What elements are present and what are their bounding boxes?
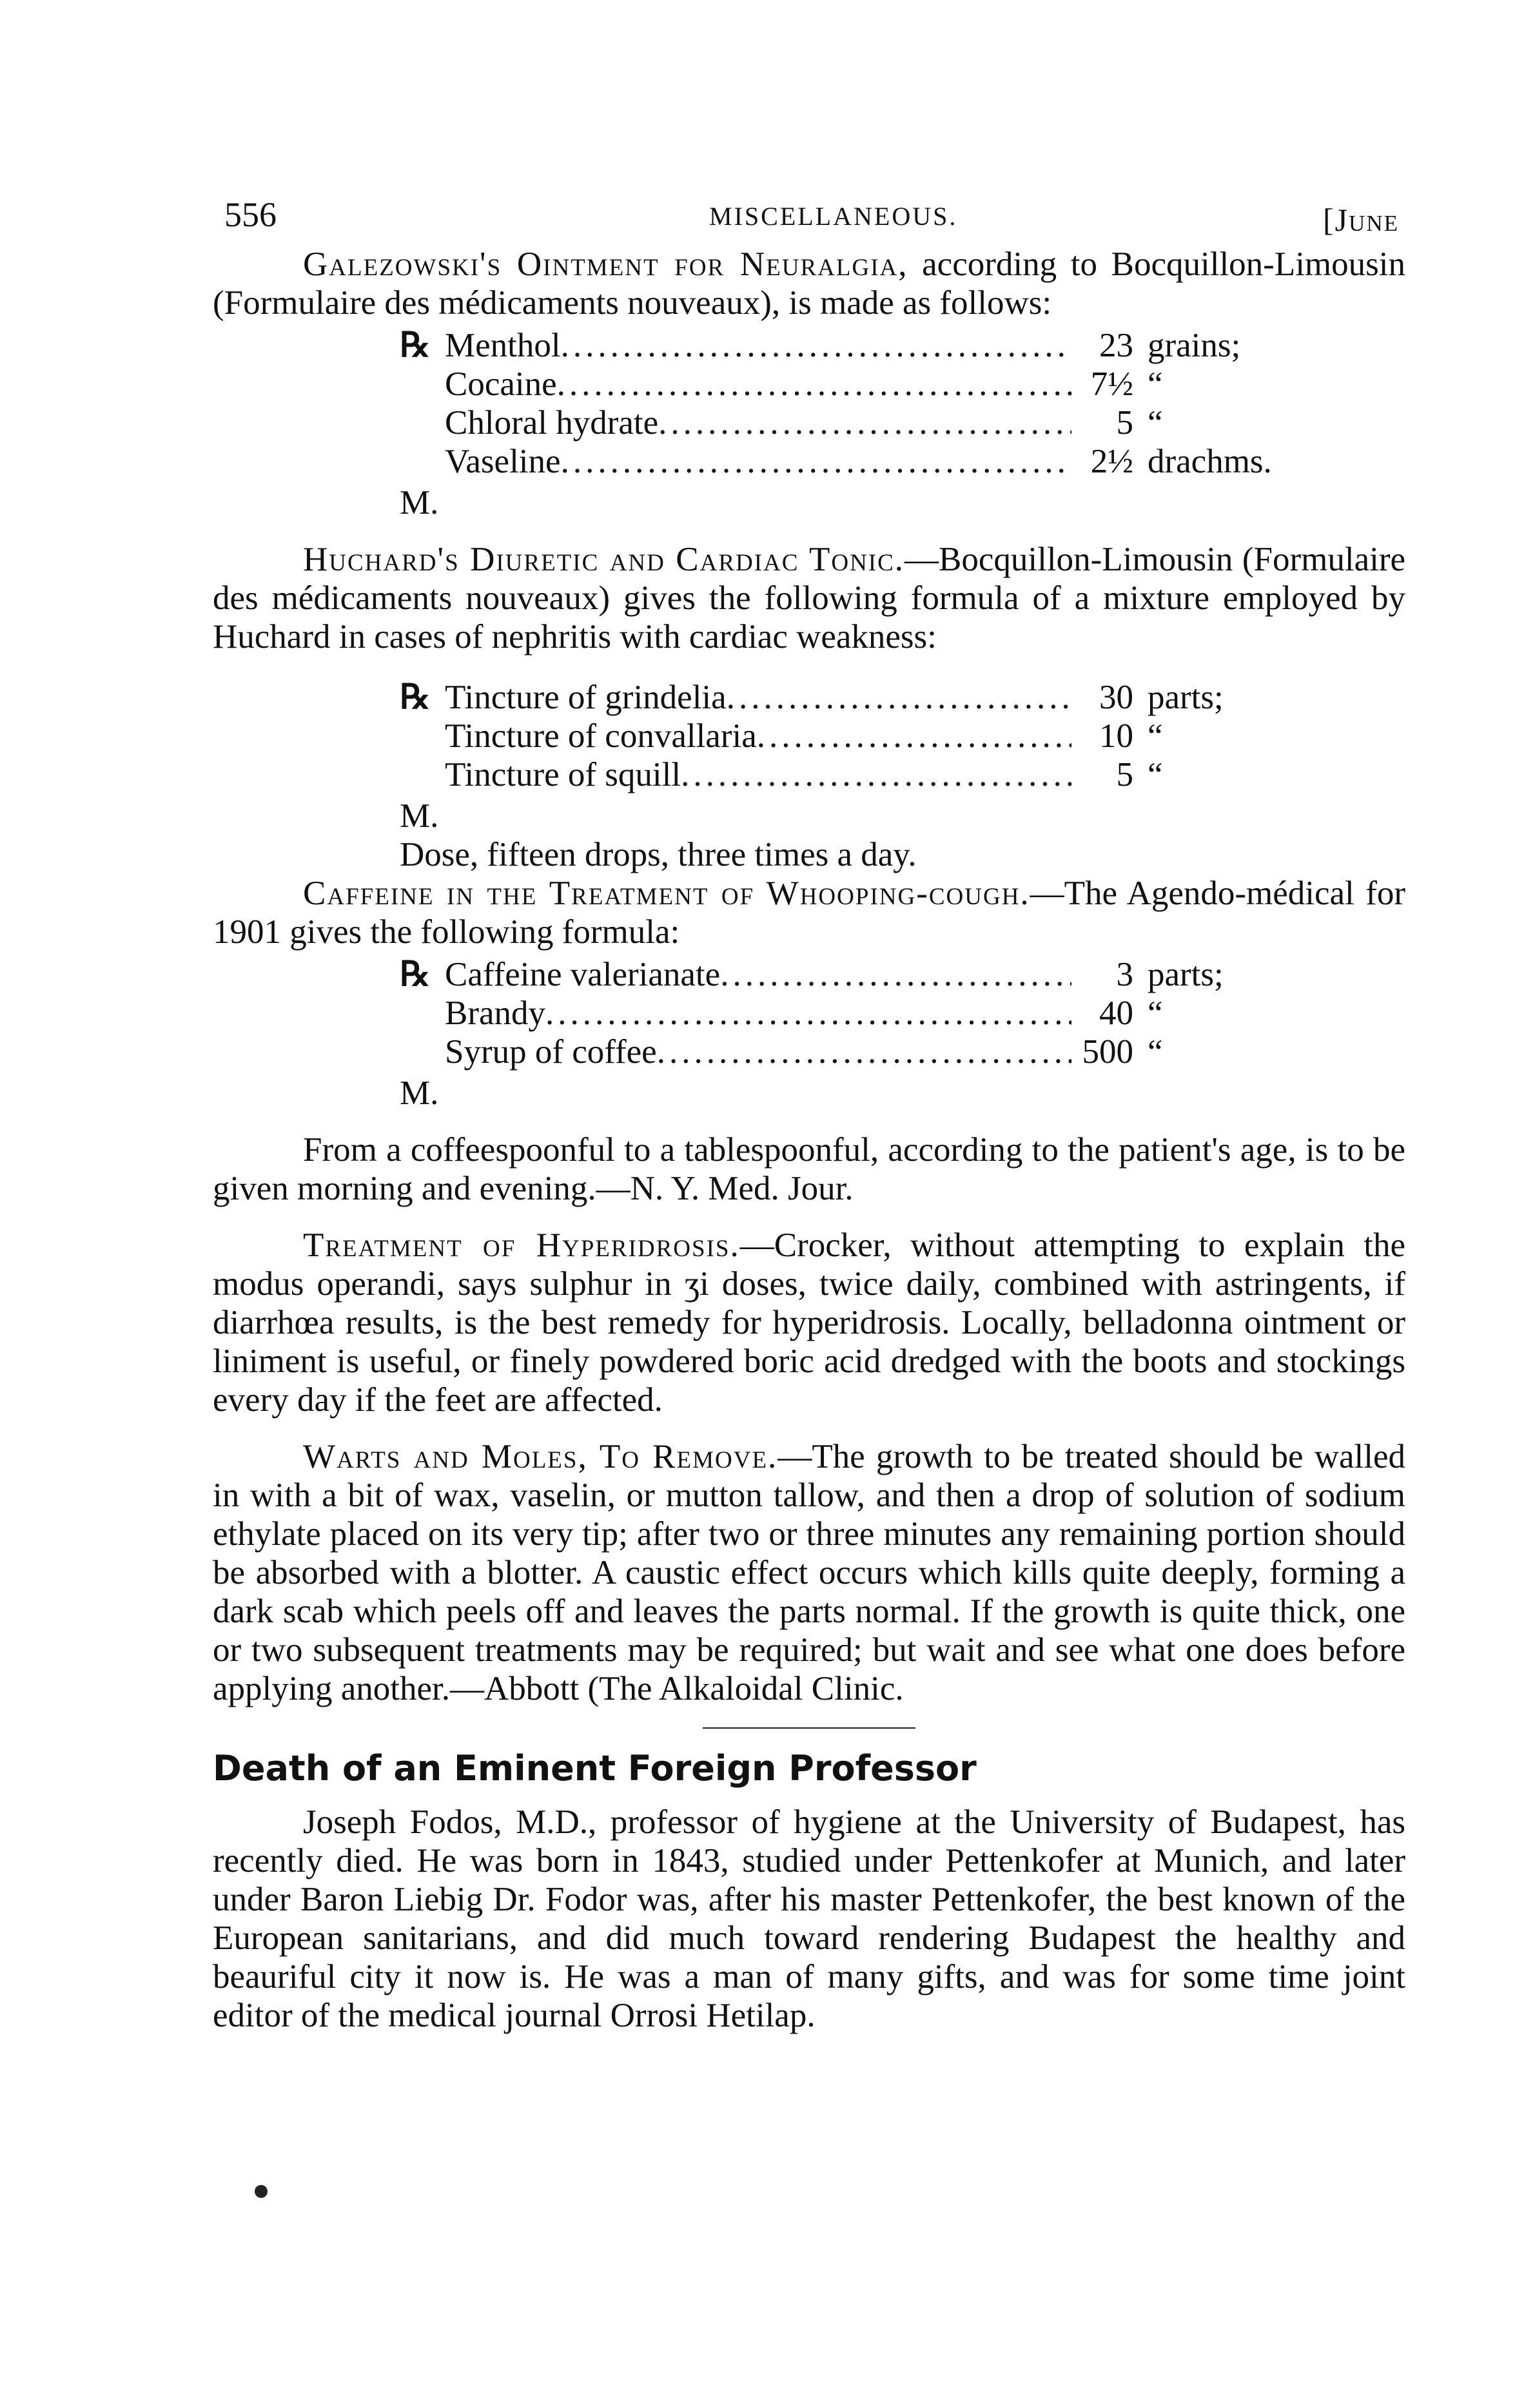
rx-row — [213, 955, 1405, 994]
rx-leader-dots — [757, 717, 1071, 755]
rx-quantity: 30 — [1099, 679, 1133, 716]
page-header — [213, 193, 1405, 245]
rx-quantity: 5 — [1116, 404, 1133, 442]
rx-unit: “ — [1148, 404, 1163, 442]
warts-title: Warts and Moles, To Remove. — [303, 1438, 778, 1475]
rx-row — [213, 403, 1405, 442]
rx-unit: “ — [1148, 365, 1163, 403]
ink-mark — [255, 2185, 268, 2198]
rx-ingredient: Tincture of convallaria — [445, 717, 757, 755]
rx-symbol: ℞ — [400, 956, 431, 993]
huchard-body: —Bocquillon-Limousin (Formulaire des médicaments nouveaux) gives the following formula of a mixture employed by Huchard in cases of nephritis with cardiac weakness: — [213, 541, 1406, 655]
rx-quantity: 3 — [1116, 956, 1133, 993]
rx-ingredient: Brandy — [445, 995, 546, 1032]
huchard-misce: M. — [400, 797, 439, 835]
rx-row — [213, 1033, 1405, 1071]
galezowski-misce: M. — [400, 484, 439, 521]
warts-paragraph — [213, 1437, 1405, 1708]
huchard-prescription — [213, 678, 1405, 794]
rx-quantity: 40 — [1099, 995, 1133, 1032]
caffeine-body: —The Agendo-médical for 1901 gives the following formula: — [213, 875, 1406, 951]
rx-leader-dots — [561, 326, 1071, 365]
rx-ingredient: Tincture of grindelia — [445, 679, 727, 716]
rx-unit: grains; — [1148, 327, 1241, 364]
issue-month: [June — [1322, 202, 1399, 238]
galezowski-prescription — [213, 326, 1405, 481]
rx-ingredient: Cocaine — [445, 365, 557, 403]
rx-unit: “ — [1148, 717, 1163, 755]
death-notice-heading: Death of an Eminent Foreign Professor — [213, 1748, 977, 1789]
rx-unit: drachms. — [1148, 443, 1272, 480]
rx-leader-dots — [545, 994, 1071, 1033]
warts-body: —The growth to be treated should be walled in with a bit of wax, vaselin, or mutton tallow, and then a drop of solution of sodium ethylate placed on its very tip; after two or three minutes any remaining portion should be absorbed with a blotter. A caustic effect occurs which kills quite deeply, forming a dark scab which peels off and leaves the parts normal. If the growth is quite thick, one or two subsequent treatments may be required; but wait and see what one does before applying another.—Abbott (The Alkaloidal Clinic. — [213, 1438, 1405, 1707]
rx-row — [213, 326, 1405, 365]
rx-row — [213, 994, 1405, 1033]
journal-page — [213, 193, 1405, 2035]
rx-row — [213, 365, 1405, 403]
huchard-paragraph — [213, 540, 1405, 656]
rx-quantity: 2½ — [1090, 443, 1133, 480]
rx-unit: parts; — [1148, 679, 1224, 716]
galezowski-title: Galezowski's Ointment for Neuralgia, — [303, 246, 908, 283]
huchard-title: Huchard's Diuretic and Cardiac Tonic. — [303, 541, 905, 578]
rx-unit: parts; — [1148, 956, 1224, 993]
galezowski-paragraph — [213, 245, 1405, 322]
rx-leader-dots — [681, 755, 1071, 794]
rx-quantity: 500 — [1082, 1033, 1133, 1071]
rx-symbol: ℞ — [400, 679, 431, 716]
rx-ingredient: Vaseline — [445, 443, 561, 480]
huchard-dose: Dose, fifteen drops, three times a day. — [400, 836, 917, 873]
rx-symbol: ℞ — [400, 327, 431, 364]
rx-leader-dots — [657, 1033, 1071, 1071]
rx-leader-dots — [561, 442, 1071, 481]
rx-row — [213, 755, 1405, 794]
rx-leader-dots — [557, 365, 1071, 403]
rx-leader-dots — [727, 678, 1071, 717]
hyperidrosis-body: —Crocker, without attempting to explain the modus operandi, says sulphur in ʒi doses, twice daily, combined with astringents, if diarrhœa results, is the best remedy for hyperidrosis. Locally, belladonna ointment or liniment is useful, or finely powdered boric acid dredged with the boots and stockings every day if the feet are affected. — [213, 1227, 1406, 1419]
hyperidrosis-title: Treatment of Hyperidrosis. — [303, 1227, 740, 1264]
rx-row — [213, 717, 1405, 755]
hyperidrosis-paragraph — [213, 1226, 1405, 1419]
rx-unit: “ — [1148, 1033, 1163, 1071]
rx-leader-dots — [720, 955, 1071, 994]
section-divider — [703, 1727, 915, 1729]
rx-ingredient: Menthol — [445, 327, 561, 364]
caffeine-misce: M. — [400, 1074, 439, 1112]
caffeine-title: Caffeine in the Treatment of Whooping-cough. — [303, 875, 1030, 912]
running-title: MISCELLANEOUS. — [709, 202, 958, 231]
rx-ingredient: Syrup of coffee — [445, 1033, 657, 1071]
rx-quantity: 23 — [1099, 327, 1133, 364]
rx-row — [213, 678, 1405, 717]
caffeine-paragraph — [213, 874, 1405, 951]
rx-leader-dots — [658, 403, 1071, 442]
rx-ingredient: Tincture of squill — [445, 756, 681, 793]
rx-quantity: 5 — [1116, 756, 1133, 793]
death-notice-paragraph: Joseph Fodos, M.D., professor of hygiene at the University of Budapest, has recently died. He was born in 1843, studied under Pettenkofer at Munich, and later under Baron Liebig Dr. Fodor was, after his master Pettenkofer, the best known of the European sanitarians, and did much toward rendering Budapest the healthy and beauriful city it now is. He was a man of many gifts, and was for some time joint editor of the medical journal Orrosi Hetilap. — [213, 1803, 1405, 2034]
caffeine-dosage-paragraph: From a coffeespoonful to a tablespoonful, according to the patient's age, is to be given morning and evening.—N. Y. Med. Jour. — [213, 1131, 1405, 1207]
galezowski-body: according to Bocquillon-Limousin (Formulaire des médicaments nouveaux), is made as follows: — [213, 246, 1405, 322]
rx-unit: “ — [1148, 756, 1163, 793]
rx-row — [213, 442, 1405, 481]
page-number: 556 — [224, 195, 277, 234]
rx-quantity: 10 — [1099, 717, 1133, 755]
caffeine-prescription — [213, 955, 1405, 1071]
rx-ingredient: Caffeine valerianate — [445, 956, 721, 993]
rx-unit: “ — [1148, 995, 1163, 1032]
rx-quantity: 7½ — [1090, 365, 1133, 403]
rx-ingredient: Chloral hydrate — [445, 404, 659, 442]
